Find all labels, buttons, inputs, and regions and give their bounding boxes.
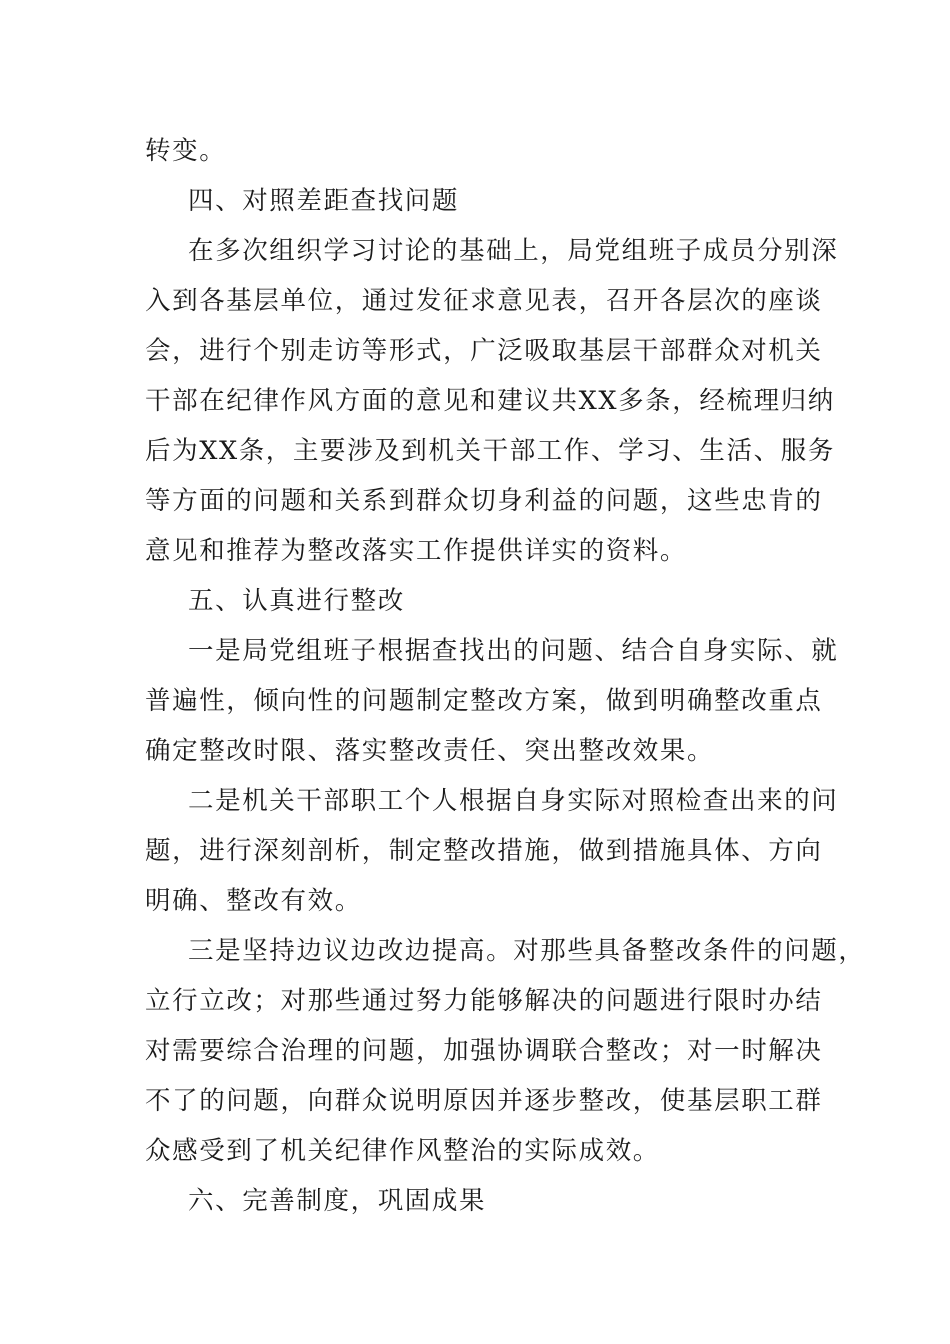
paragraph-line: 明确、整改有效。: [145, 886, 362, 916]
paragraph-line: 一是局党组班子根据查找出的问题、结合自身实际、就: [188, 636, 839, 666]
section-heading: 六、完善制度，巩固成果: [188, 1186, 487, 1216]
paragraph-line: 众感受到了机关纪律作风整治的实际成效。: [145, 1136, 660, 1166]
paragraph-line: 后为XX条，主要涉及到机关干部工作、学习、生活、服务: [145, 436, 835, 466]
paragraph-line: 对需要综合治理的问题，加强协调联合整改；对一时解决: [145, 1036, 823, 1066]
paragraph-line: 在多次组织学习讨论的基础上，局党组班子成员分别深: [188, 236, 839, 266]
paragraph-line: 题，进行深刻剖析，制定整改措施，做到措施具体、方向: [145, 836, 823, 866]
paragraph-line: 不了的问题，向群众说明原因并逐步整改，使基层职工群: [145, 1086, 823, 1116]
paragraph-line: 会，进行个别走访等形式，广泛吸取基层干部群众对机关: [145, 336, 823, 366]
section-heading: 四、对照差距查找问题: [188, 186, 460, 216]
paragraph-line: 入到各基层单位，通过发征求意见表，召开各层次的座谈: [145, 286, 823, 316]
section-heading: 五、认真进行整改: [188, 586, 405, 616]
paragraph-line: 二是机关干部职工个人根据自身实际对照检查出来的问: [188, 786, 839, 816]
paragraph-line: 意见和推荐为整改落实工作提供详实的资料。: [145, 536, 688, 566]
paragraph-line: 三是坚持边议边改边提高。对那些具备整改条件的问题，: [188, 936, 866, 966]
paragraph-line: 立行立改；对那些通过努力能够解决的问题进行限时办结: [145, 986, 823, 1016]
text-line: 转变。: [145, 136, 227, 166]
paragraph-line: 普遍性，倾向性的问题制定整改方案，做到明确整改重点: [145, 686, 823, 716]
paragraph-line: 确定整改时限、落实整改责任、突出整改效果。: [145, 736, 715, 766]
paragraph-line: 等方面的问题和关系到群众切身利益的问题，这些忠肯的: [145, 486, 823, 516]
paragraph-line: 干部在纪律作风方面的意见和建议共XX多条，经梳理归纳: [145, 386, 835, 416]
